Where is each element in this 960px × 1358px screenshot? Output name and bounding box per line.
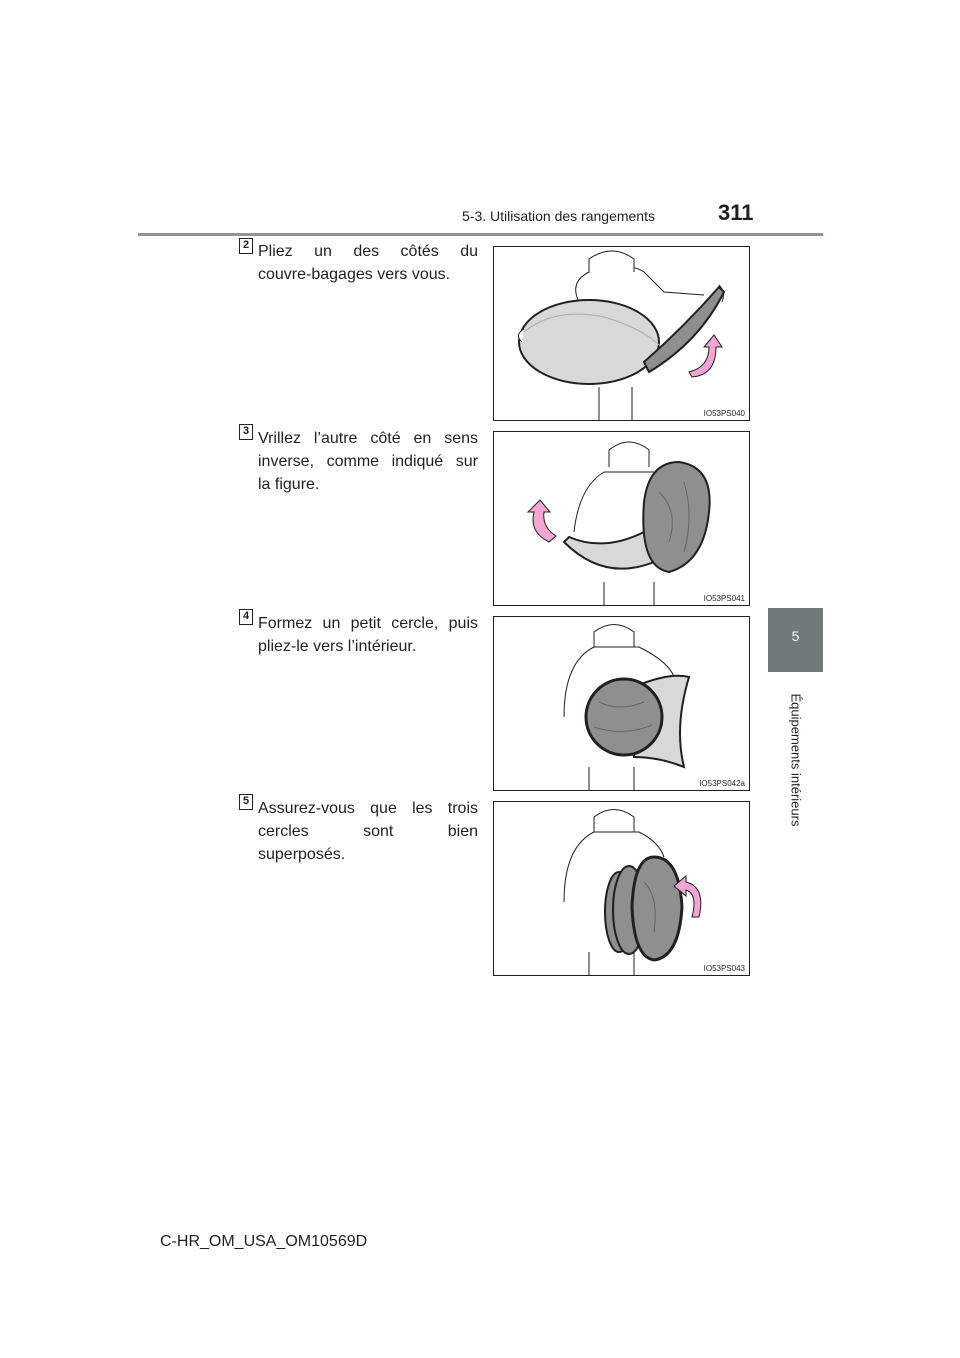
instruction-line: inverse, comme indiqué sur	[258, 453, 478, 470]
header-rule	[138, 233, 823, 236]
instruction-line: pliez-le vers l’intérieur.	[258, 638, 417, 655]
document-code: C-HR_OM_USA_OM10569D	[160, 1233, 368, 1250]
step-number-badge: 2	[239, 238, 253, 254]
instruction-line: couvre-bagages vers vous.	[258, 266, 451, 283]
instruction-line: Pliez un des côtés du	[258, 243, 478, 260]
figure-code: IO53PS043	[703, 964, 745, 973]
person-stacking-circles-illustration	[494, 802, 750, 976]
step-number-badge: 4	[239, 609, 253, 625]
instruction-line: la figure.	[258, 476, 320, 493]
step-illustration	[493, 801, 750, 976]
step-illustration	[493, 616, 750, 791]
step-instruction	[258, 240, 478, 286]
section-title: 5-3. Utilisation des rangements	[462, 208, 655, 224]
person-folding-cover-illustration	[494, 247, 750, 421]
step-number-badge: 5	[239, 794, 253, 810]
chapter-title: Équipements intérieurs	[788, 693, 804, 827]
person-twisting-cover-illustration	[494, 432, 750, 606]
step-instruction	[258, 797, 478, 866]
step-instruction	[258, 612, 478, 658]
step-illustration	[493, 246, 750, 421]
figure-code: IO53PS042a	[699, 779, 745, 788]
step-number-badge: 3	[239, 424, 253, 440]
step-illustration	[493, 431, 750, 606]
step-instruction	[258, 427, 478, 496]
figure-code: IO53PS040	[703, 409, 745, 418]
instruction-line: Vrillez l’autre côté en sens	[258, 430, 478, 447]
instruction-line: Formez un petit cercle, puis	[258, 615, 478, 632]
page-number: 311	[718, 200, 754, 225]
chapter-number: 5	[791, 628, 800, 644]
instruction-line: Assurez-vous que les trois	[258, 800, 478, 817]
instruction-line: cercles sont bien	[258, 823, 478, 840]
instruction-line: superposés.	[258, 846, 346, 863]
person-forming-circle-illustration	[494, 617, 750, 791]
figure-code: IO53PS041	[703, 594, 745, 603]
